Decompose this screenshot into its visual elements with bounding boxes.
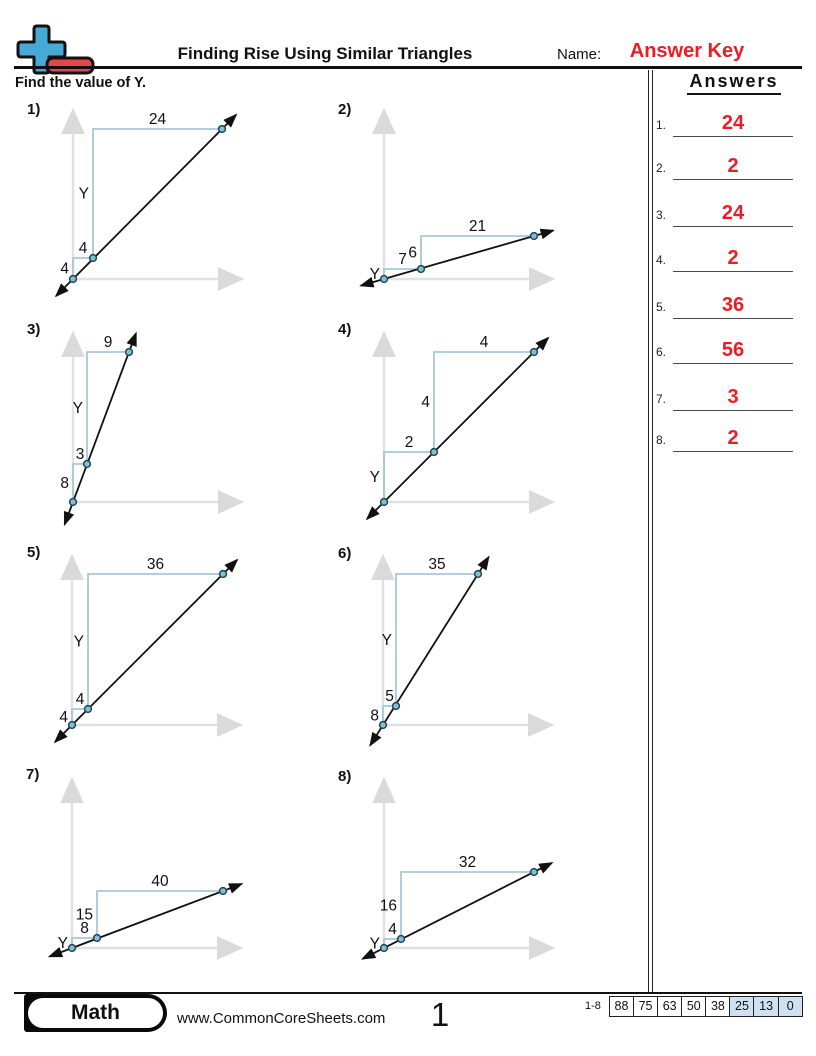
answer-value: 2 — [727, 155, 739, 177]
problem-figure — [27, 321, 239, 524]
graph-line — [56, 115, 236, 296]
line-point — [126, 349, 133, 356]
answer-blank-line — [673, 248, 793, 272]
answers-divider — [648, 70, 653, 994]
answer-row — [656, 191, 793, 227]
grade-cell: 88 — [609, 996, 634, 1017]
problem-number: 5) — [27, 544, 41, 561]
small-run-label: 7 — [398, 251, 407, 268]
grade-cell: 50 — [681, 996, 706, 1017]
line-point — [380, 722, 387, 729]
small-rise-label: Y — [369, 935, 380, 953]
problem-figure — [338, 768, 552, 959]
answer-number: 4. — [656, 253, 667, 267]
problem-figure — [27, 101, 239, 296]
name-value-answer-key: Answer Key — [629, 40, 745, 62]
answer-value: 36 — [721, 294, 745, 316]
answer-value: 24 — [721, 202, 745, 224]
answer-number: 6. — [656, 345, 667, 359]
answer-number: 8. — [656, 433, 667, 447]
problem-figure — [338, 321, 550, 519]
large-run-label: 36 — [146, 556, 165, 573]
grade-cell: 0 — [778, 996, 803, 1017]
answer-row — [656, 236, 793, 272]
graph-line — [65, 333, 136, 524]
line-point — [531, 233, 538, 240]
answer-value: 24 — [721, 112, 745, 134]
problem-number: 8) — [338, 768, 352, 785]
line-point — [381, 499, 388, 506]
small-rise-label: 4 — [59, 709, 68, 726]
large-rise-label: 6 — [408, 244, 417, 262]
problem-figure — [26, 766, 242, 956]
problem-number: 7) — [26, 766, 40, 783]
line-point — [94, 935, 101, 942]
small-rise-label: Y — [369, 469, 380, 486]
answer-value: 56 — [721, 339, 745, 361]
line-point — [418, 266, 425, 273]
small-rise-label: Y — [57, 935, 68, 952]
problem-number: 4) — [338, 321, 352, 338]
answer-row — [656, 416, 793, 452]
line-point — [220, 888, 227, 895]
problem-number: 3) — [27, 321, 41, 338]
line-point — [531, 869, 538, 876]
line-point — [381, 276, 388, 283]
line-point — [69, 722, 76, 729]
answer-blank-line — [673, 387, 793, 411]
page-title: Finding Rise Using Similar Triangles — [177, 44, 473, 63]
line-point — [475, 571, 482, 578]
answer-blank-line — [673, 203, 793, 227]
answer-value: 2 — [727, 247, 739, 269]
answer-blank-line — [673, 113, 793, 137]
large-rise-label: Y — [73, 633, 84, 651]
small-run-label: 4 — [78, 240, 88, 257]
small-rise-label: 8 — [60, 475, 69, 492]
name-label: Name: — [557, 46, 602, 63]
subject-badge-label: Math — [28, 998, 163, 1028]
graph-line — [55, 560, 237, 742]
graph-line — [367, 338, 548, 519]
problem-number: 2) — [338, 101, 352, 118]
answer-row — [656, 101, 793, 137]
large-run-label: 40 — [151, 873, 169, 890]
line-point — [219, 126, 226, 133]
grading-table — [610, 996, 803, 1017]
answer-number: 3. — [656, 208, 667, 222]
line-point — [220, 571, 227, 578]
grade-cell: 38 — [705, 996, 730, 1017]
answer-number: 1. — [656, 118, 667, 132]
large-run-label: 9 — [103, 334, 113, 351]
grade-range-label: 1-8 — [585, 1000, 601, 1012]
small-rise-label: 8 — [370, 707, 379, 725]
grade-cell: 75 — [633, 996, 658, 1017]
grade-cell: 13 — [753, 996, 778, 1017]
answers-heading: Answers — [652, 71, 816, 95]
large-rise-label: Y — [72, 400, 83, 417]
graph-line — [361, 230, 553, 285]
line-point — [84, 461, 91, 468]
large-rise-label: Y — [381, 632, 392, 649]
answer-blank-line — [673, 295, 793, 319]
line-point — [531, 349, 538, 356]
answer-row — [656, 144, 793, 180]
page-number: 1 — [430, 996, 450, 1033]
subject-badge — [24, 994, 167, 1032]
answer-number: 7. — [656, 392, 667, 406]
answer-blank-line — [673, 428, 793, 452]
answer-row — [656, 375, 793, 411]
answer-row — [656, 283, 793, 319]
line-point — [85, 706, 92, 713]
line-point — [70, 276, 77, 283]
answer-blank-line — [673, 156, 793, 180]
answer-row — [656, 328, 793, 364]
problem-number: 1) — [27, 101, 41, 118]
large-rise-label: Y — [78, 185, 89, 203]
instruction-text: Find the value of Y. — [15, 75, 147, 91]
large-run-label: 24 — [148, 111, 167, 128]
line-point — [431, 449, 438, 456]
problem-figure — [27, 544, 238, 742]
large-rise-label: 15 — [75, 906, 93, 924]
problem-figure — [338, 545, 549, 745]
line-point — [398, 936, 405, 943]
grade-cell: 25 — [729, 996, 754, 1017]
line-point — [70, 499, 77, 506]
small-run-label: 3 — [75, 446, 85, 463]
answer-number: 2. — [656, 161, 667, 175]
answer-number: 5. — [656, 300, 667, 314]
large-run-label: 21 — [468, 218, 487, 235]
line-point — [90, 255, 97, 262]
small-run-label: 4 — [75, 691, 85, 708]
line-point — [69, 945, 76, 952]
large-run-label: 32 — [458, 854, 477, 871]
small-run-label: 8 — [80, 920, 89, 937]
large-rise-label: 16 — [379, 897, 397, 915]
large-rise-label: 4 — [421, 394, 430, 411]
small-run-label: 5 — [385, 688, 394, 705]
line-point — [381, 945, 388, 952]
large-run-label: 4 — [479, 334, 489, 351]
website-url: www.CommonCoreSheets.com — [177, 1010, 386, 1027]
graph-line — [370, 557, 488, 745]
answer-value: 2 — [727, 427, 739, 449]
small-run-label: 4 — [388, 921, 397, 938]
answer-blank-line — [673, 340, 793, 364]
small-rise-label: 4 — [60, 260, 69, 278]
large-run-label: 35 — [428, 556, 446, 573]
answer-value: 3 — [727, 386, 739, 408]
small-run-label: 2 — [404, 434, 414, 451]
grade-cell: 63 — [657, 996, 682, 1017]
small-rise-label: Y — [369, 266, 380, 283]
problem-figure — [338, 101, 553, 286]
problem-number: 6) — [338, 545, 352, 562]
